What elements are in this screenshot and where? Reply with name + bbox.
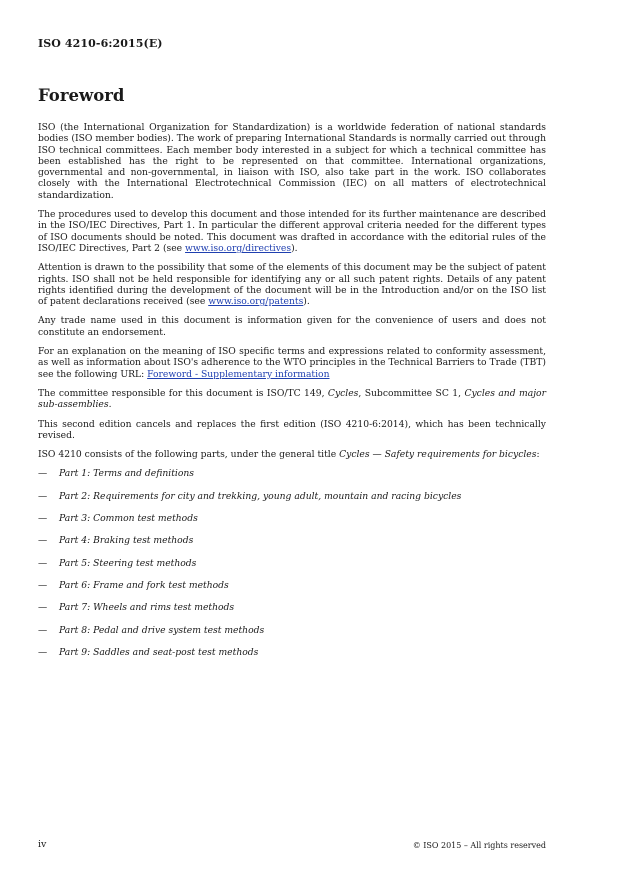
paragraph-parts-intro <box>38 449 546 460</box>
paragraph-patents-text: Attention is drawn to the possibility that some of the elements of this document may be the subject of patent rights. ISO shall not be held responsible for identifying any or all such patent rights. Details of any patent rights identified during the development of the document will be in the Introduction and/or on the ISO list of patent declarations received (see <box>38 262 546 308</box>
part-label: Part 6: Frame and fork test methods <box>59 579 229 591</box>
parts-intro-text: ISO 4210 consists of the following parts, under the general title <box>38 449 340 461</box>
paragraph-patents-end: ). <box>303 296 310 308</box>
committee-text-end: . <box>108 399 112 411</box>
dash-bullet: — <box>38 535 48 547</box>
dash-bullet: — <box>38 646 48 658</box>
supplementary-info-link[interactable]: Foreword - Supplementary information <box>147 368 330 380</box>
subcommittee-name: Cycles and major sub-assemblies <box>38 387 546 411</box>
paragraph-committee <box>38 388 546 411</box>
dash-bullet: — <box>38 624 48 636</box>
list-item <box>38 513 546 524</box>
dash-bullet: — <box>38 602 48 614</box>
part-label: Part 8: Pedal and drive system test methods <box>59 624 265 636</box>
list-item <box>38 647 546 658</box>
paragraph-procedures-end: ). <box>291 242 298 254</box>
general-title: Cycles — Safety requirements for bicycles <box>339 449 537 461</box>
part-label: Part 4: Braking test methods <box>59 535 194 547</box>
dash-bullet: — <box>38 557 48 569</box>
paragraph-iso-intro: ISO (the International Organization for Standardization) is a worldwide federation of national standards bodies (ISO member bodies). The work of preparing International Standards is normally carried out through ISO technical committees. Each member body interested in a subject for which a technical committee has been established has the right to be represented on that committee. International organizations, governmental and non-governmental, in liaison with ISO, also take part in the work. ISO collaborates closely with the International Electrotechnical Commission (IEC) on all matters of electrotechnical standardization. <box>38 122 546 201</box>
paragraph-patents <box>38 262 546 307</box>
paragraph-conformity-text: For an explanation on the meaning of ISO specific terms and expressions related to conformity assessment, as well as information about ISO's adherence to the WTO principles in the Technical Barriers to Trade (TBT) see the following URL: <box>38 346 546 380</box>
page-title: Foreword <box>38 86 125 105</box>
part-label: Part 1: Terms and definitions <box>59 468 194 480</box>
list-item <box>38 491 546 502</box>
page-number: iv <box>38 839 47 850</box>
paragraph-conformity <box>38 346 546 380</box>
list-item <box>38 580 546 591</box>
dash-bullet: — <box>38 579 48 591</box>
paragraph-procedures-text: The procedures used to develop this document and those intended for its further maintenance are described in the ISO/IEC Directives, Part 1. In particular the different approval criteria needed for the different types of ISO documents should be noted. This document was drafted in accordance with the editorial rules of the ISO/IEC Directives, Part 2 (see <box>38 209 546 254</box>
part-label: Part 5: Steering test methods <box>59 557 197 569</box>
list-item <box>38 558 546 569</box>
list-item <box>38 468 546 479</box>
copyright-notice: © ISO 2015 – All rights reserved <box>412 841 546 850</box>
document-id-header: ISO 4210-6:2015(E) <box>38 37 163 50</box>
paragraph-trade-name: Any trade name used in this document is information given for the convenience of users and does not constitute an endorsement. <box>38 315 546 338</box>
patents-link[interactable]: www.iso.org/patents <box>208 296 304 308</box>
committee-text: The committee responsible for this document is ISO/TC 149, <box>38 387 328 399</box>
parts-list <box>38 468 546 658</box>
part-label: Part 3: Common test methods <box>59 513 198 525</box>
list-item <box>38 535 546 546</box>
directives-link[interactable]: www.iso.org/directives <box>185 242 292 254</box>
paragraph-edition: This second edition cancels and replaces the first edition (ISO 4210-6:2014), which has been technically revised. <box>38 418 546 441</box>
parts-intro-end: : <box>536 449 540 461</box>
list-item <box>38 625 546 636</box>
part-label: Part 7: Wheels and rims test methods <box>59 602 235 614</box>
foreword-body <box>38 122 546 669</box>
dash-bullet: — <box>38 468 48 480</box>
part-label: Part 2: Requirements for city and trekking, young adult, mountain and racing bicycles <box>59 490 462 502</box>
list-item <box>38 602 546 613</box>
paragraph-procedures <box>38 209 546 254</box>
dash-bullet: — <box>38 513 48 525</box>
committee-name: Cycles <box>327 387 359 399</box>
committee-text-mid: , Subcommittee SC 1, <box>358 387 465 399</box>
part-label: Part 9: Saddles and seat-post test methods <box>59 646 259 658</box>
dash-bullet: — <box>38 490 48 502</box>
